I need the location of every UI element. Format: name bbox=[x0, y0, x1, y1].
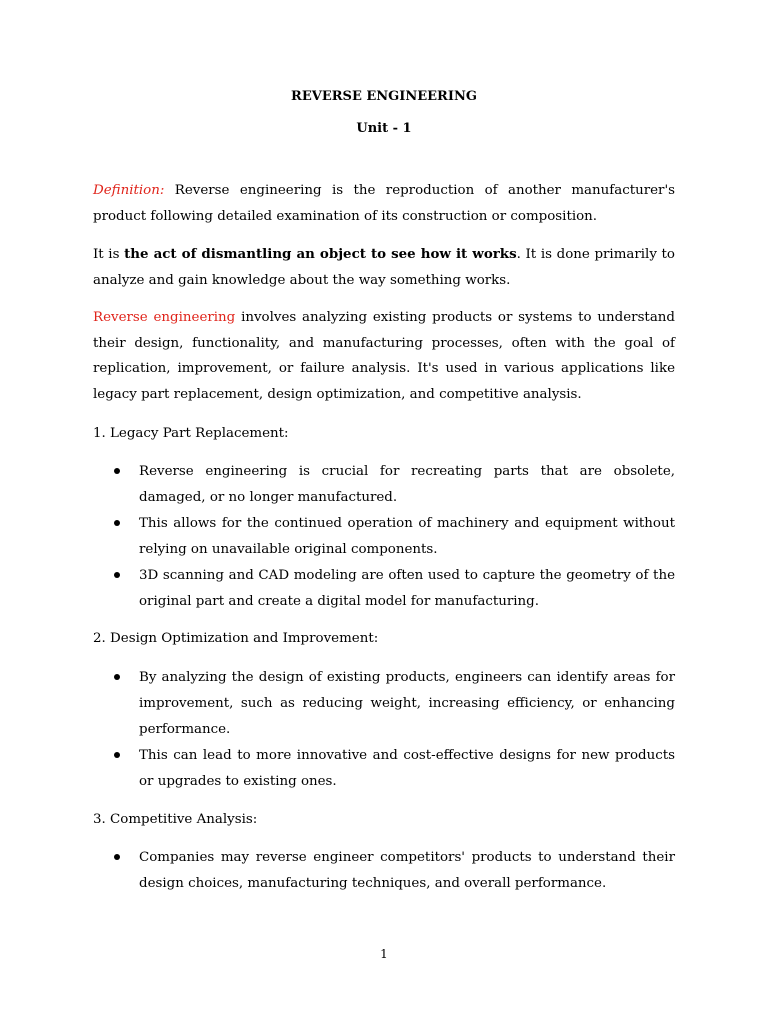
definition-paragraph bbox=[93, 178, 675, 229]
list-item bbox=[139, 665, 675, 743]
section-heading-legacy: 1. Legacy Part Replacement: bbox=[93, 426, 289, 441]
bullet-icon bbox=[114, 854, 120, 860]
list-item-text: Companies may reverse engineer competitors' products to understand their design choices, manufacturing techniques, and overall performance. bbox=[139, 850, 675, 891]
list-item-text: 3D scanning and CAD modeling are often used to capture the geometry of the original part and create a digital model for manufacturing. bbox=[139, 568, 675, 609]
list-item bbox=[139, 511, 675, 563]
overview-highlight: Reverse engineering bbox=[93, 310, 236, 325]
list-item bbox=[139, 743, 675, 795]
bullet-icon bbox=[114, 468, 120, 474]
list-item-text: By analyzing the design of existing products, engineers can identify areas for improvement, such as reducing weight, increasing efficiency, or enhancing performance. bbox=[139, 670, 675, 737]
document-title: REVERSE ENGINEERING bbox=[291, 89, 477, 104]
list-item bbox=[139, 459, 675, 511]
list-item bbox=[139, 563, 675, 615]
unit-label: Unit - 1 bbox=[356, 121, 412, 136]
list-item-text: Reverse engineering is crucial for recreating parts that are obsolete, damaged, or no longer manufactured. bbox=[139, 464, 675, 505]
list-item bbox=[139, 845, 675, 897]
act-text-post: . It is done primarily to analyze and gain knowledge about the way something works. bbox=[93, 247, 675, 288]
bullet-icon bbox=[114, 572, 120, 578]
bullet-icon bbox=[114, 752, 120, 758]
overview-paragraph bbox=[93, 305, 675, 407]
bullet-icon bbox=[114, 674, 120, 680]
definition-label: Definition: bbox=[93, 183, 165, 198]
bullet-icon bbox=[114, 520, 120, 526]
definition-text: Reverse engineering is the reproduction of another manufacturer's product following detailed examination of its construction or composition. bbox=[93, 183, 675, 224]
section-heading-design: 2. Design Optimization and Improvement: bbox=[93, 631, 379, 646]
overview-text: involves analyzing existing products or systems to understand their design, functionality, and manufacturing processes, often with the goal of replication, improvement, or failure analysis. It's used in various applications like legacy part replacement, design optimization, and competitive analysis. bbox=[93, 310, 675, 402]
page-number: 1 bbox=[380, 947, 388, 961]
act-text-bold: the act of dismantling an object to see how it works bbox=[124, 246, 517, 262]
list-item-text: This allows for the continued operation of machinery and equipment without relying on unavailable original components. bbox=[139, 516, 675, 557]
section-heading-competitive: 3. Competitive Analysis: bbox=[93, 812, 258, 827]
act-paragraph bbox=[93, 242, 675, 293]
act-text-pre: It is bbox=[93, 247, 125, 262]
list-item-text: This can lead to more innovative and cost-effective designs for new products or upgrades to existing ones. bbox=[139, 748, 675, 789]
